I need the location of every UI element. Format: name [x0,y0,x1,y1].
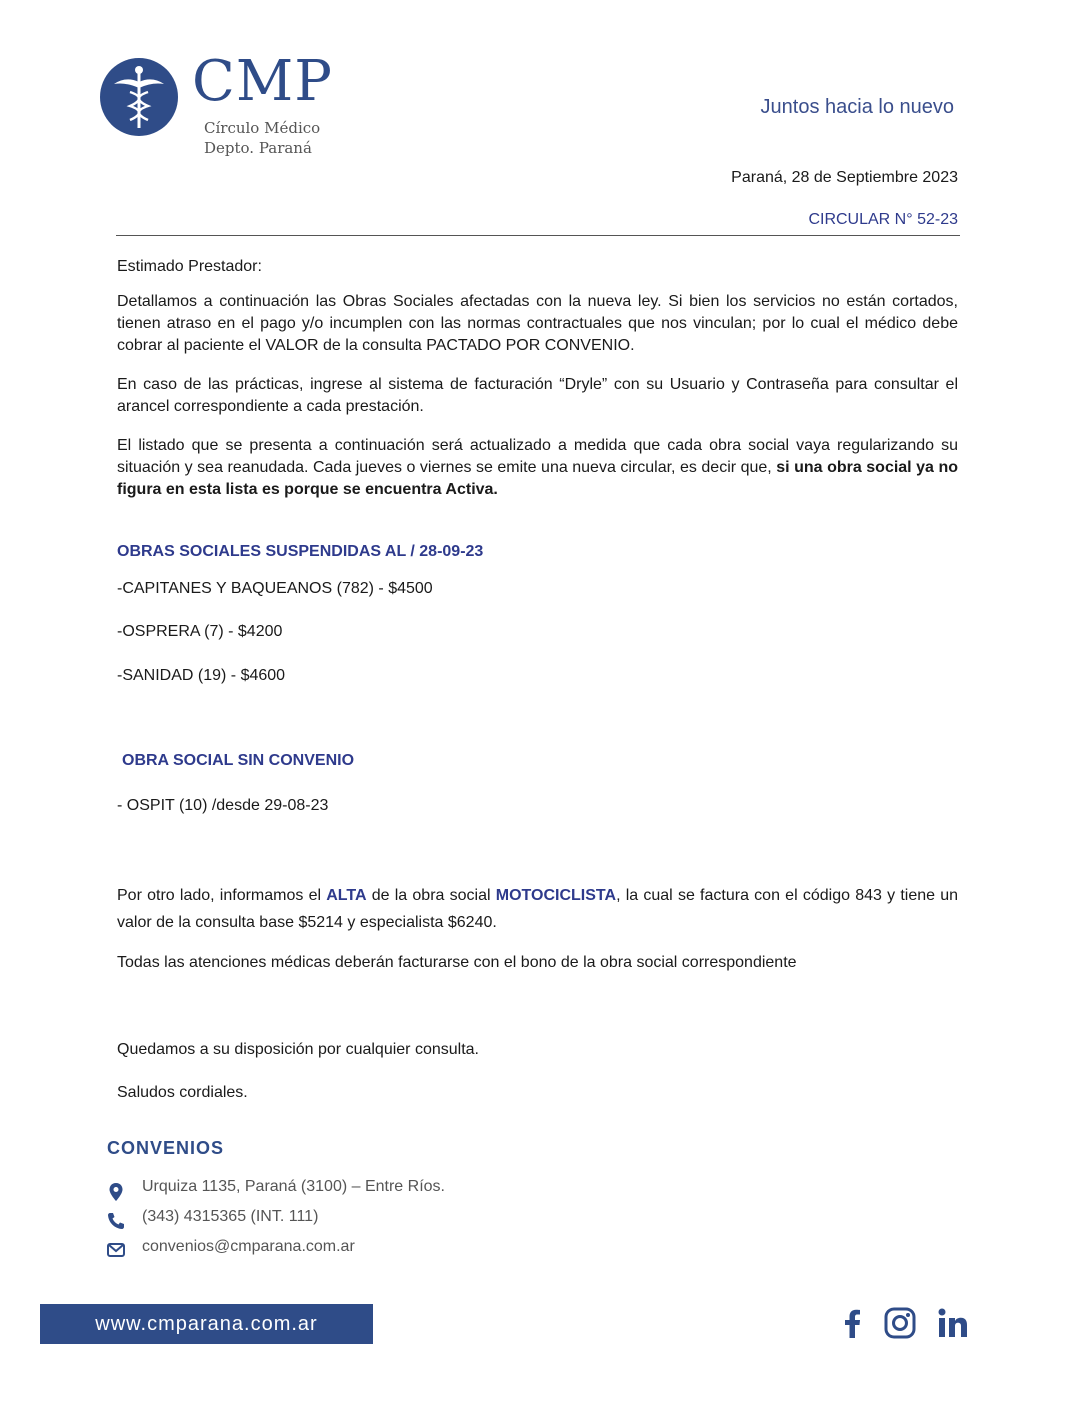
footer-email[interactable]: convenios@cmparana.com.ar [142,1238,355,1255]
mail-icon [106,1240,126,1260]
circular-number: CIRCULAR N° 52-23 [808,211,958,228]
header-divider [116,235,960,236]
no-agreement-heading: OBRA SOCIAL SIN CONVENIO [122,752,355,769]
paragraph-bono: Todas las atenciones médicas deberán facturarse con el bono de la obra social correspondiente [117,954,797,971]
paragraph-intro: Detallamos a continuación las Obras Sociales afectadas con la nueva ley. Si bien los servicios no están cortados, tienen atraso en el pago y/o incumplen con las normas contractuales que nos vinculan; por lo cual el médico debe cobrar al paciente el VALOR de la consulta PACTADO POR CONVENIO. [117,293,958,354]
logo-subtitle-line2: Depto. Paraná [204,139,312,157]
alta-text: de la obra social [366,887,496,904]
footer-phone: (343) 4315365 (INT. 111) [142,1208,319,1225]
caduceus-logo-icon [100,58,178,136]
logo-subtitle [204,118,320,158]
location-icon [106,1182,126,1202]
instagram-icon[interactable] [883,1306,917,1340]
logo-wordmark: CMP [192,49,333,114]
website-link[interactable]: www.cmparana.com.ar [40,1304,373,1344]
facebook-icon[interactable] [836,1306,870,1340]
alta-text: Por otro lado, informamos el [117,887,327,904]
alta-obra-social-name: MOTOCICLISTA [495,887,617,904]
closing-line: Quedamos a su disposición por cualquier consulta. [117,1041,479,1058]
tagline: Juntos hacia lo nuevo [760,96,954,118]
logo-subtitle-line1: Círculo Médico [204,119,321,137]
footer-address: Urquiza 1135, Paraná (3100) – Entre Ríos. [142,1178,445,1195]
alta-highlight: ALTA [326,887,367,904]
suspended-item: -OSPRERA (7) - $4200 [117,623,283,640]
alta-text: , la cual se factura con el código 843 y tiene un valor de la consulta base $5214 y especialista $6240. [117,887,959,931]
paragraph-listing [117,435,958,501]
suspended-heading: OBRAS SOCIALES SUSPENDIDAS AL / 28-09-23 [117,543,484,560]
paragraph-practices: En caso de las prácticas, ingrese al sistema de facturación “Dryle” con su Usuario y Contraseña para consultar el arancel correspondiente a cada prestación. [117,376,958,415]
suspended-item: -CAPITANES Y BAQUEANOS (782) - $4500 [117,580,433,597]
letter-date: Paraná, 28 de Septiembre 2023 [731,169,958,186]
footer-title: CONVENIOS [107,1138,225,1158]
linkedin-icon[interactable] [936,1306,970,1340]
paragraph-alta [117,882,958,936]
paragraph-listing-text: El listado que se presenta a continuación será actualizado a medida que cada obra social vaya regularizando su situación y sea reanudada. Cada jueves o viernes se emite una nueva circular, es decir que, [117,437,958,476]
no-agreement-item: - OSPIT (10) /desde 29-08-23 [117,797,329,814]
suspended-item: -SANIDAD (19) - $4600 [117,667,286,684]
greeting: Estimado Prestador: [117,258,262,275]
closing-salutation: Saludos cordiales. [117,1084,248,1101]
paragraph-listing-bold: si una obra social ya no figura en esta lista es porque se encuentra Activa. [117,459,958,498]
phone-icon [106,1211,126,1231]
